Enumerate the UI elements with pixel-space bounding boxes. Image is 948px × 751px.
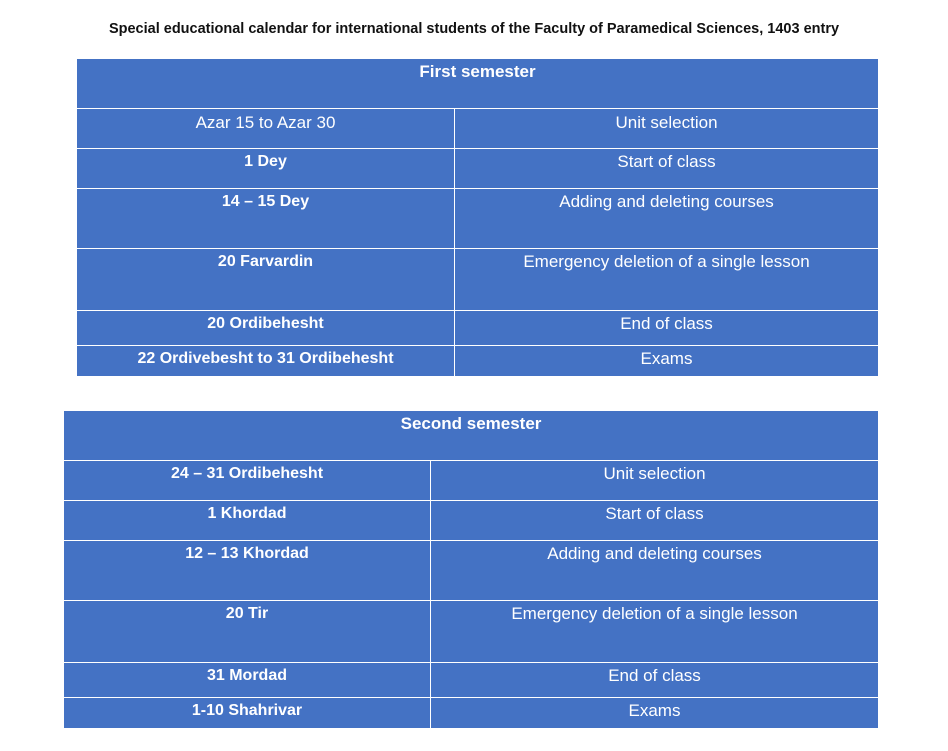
date-cell: 1 Khordad [64, 501, 431, 541]
event-cell: Emergency deletion of a single lesson [431, 601, 879, 663]
date-cell: 1 Dey [77, 149, 455, 189]
table-row [64, 601, 879, 663]
table-row [77, 109, 879, 149]
date-cell: 20 Ordibehesht [77, 311, 455, 346]
table-row [64, 698, 879, 729]
event-cell: Exams [455, 346, 879, 377]
table-row [64, 663, 879, 698]
table-row [77, 249, 879, 311]
table-header-row [77, 59, 879, 109]
date-cell: 22 Ordivebesht to 31 Ordibehesht [77, 346, 455, 377]
date-cell: 20 Tir [64, 601, 431, 663]
second-semester-table [63, 410, 879, 729]
table-row [77, 149, 879, 189]
table-row [64, 501, 879, 541]
semester-heading: Second semester [64, 411, 879, 461]
table-row [64, 461, 879, 501]
table-row [77, 189, 879, 249]
first-semester-table [76, 58, 879, 377]
date-cell: 20 Farvardin [77, 249, 455, 311]
event-cell: Emergency deletion of a single lesson [455, 249, 879, 311]
table-row [64, 541, 879, 601]
event-cell: End of class [455, 311, 879, 346]
event-cell: Exams [431, 698, 879, 729]
page-title: Special educational calendar for international students of the Faculty of Paramedical Sciences, 1403 entry [108, 21, 840, 37]
date-cell: 1-10 Shahrivar [64, 698, 431, 729]
table-row [77, 311, 879, 346]
date-cell: Azar 15 to Azar 30 [77, 109, 455, 149]
date-cell: 31 Mordad [64, 663, 431, 698]
date-cell: 12 – 13 Khordad [64, 541, 431, 601]
event-cell: Start of class [455, 149, 879, 189]
event-cell: Unit selection [431, 461, 879, 501]
date-cell: 24 – 31 Ordibehesht [64, 461, 431, 501]
event-cell: Unit selection [455, 109, 879, 149]
semester-heading: First semester [77, 59, 879, 109]
event-cell: Adding and deleting courses [431, 541, 879, 601]
date-cell: 14 – 15 Dey [77, 189, 455, 249]
table-row [77, 346, 879, 377]
table-header-row [64, 411, 879, 461]
event-cell: End of class [431, 663, 879, 698]
event-cell: Start of class [431, 501, 879, 541]
event-cell: Adding and deleting courses [455, 189, 879, 249]
